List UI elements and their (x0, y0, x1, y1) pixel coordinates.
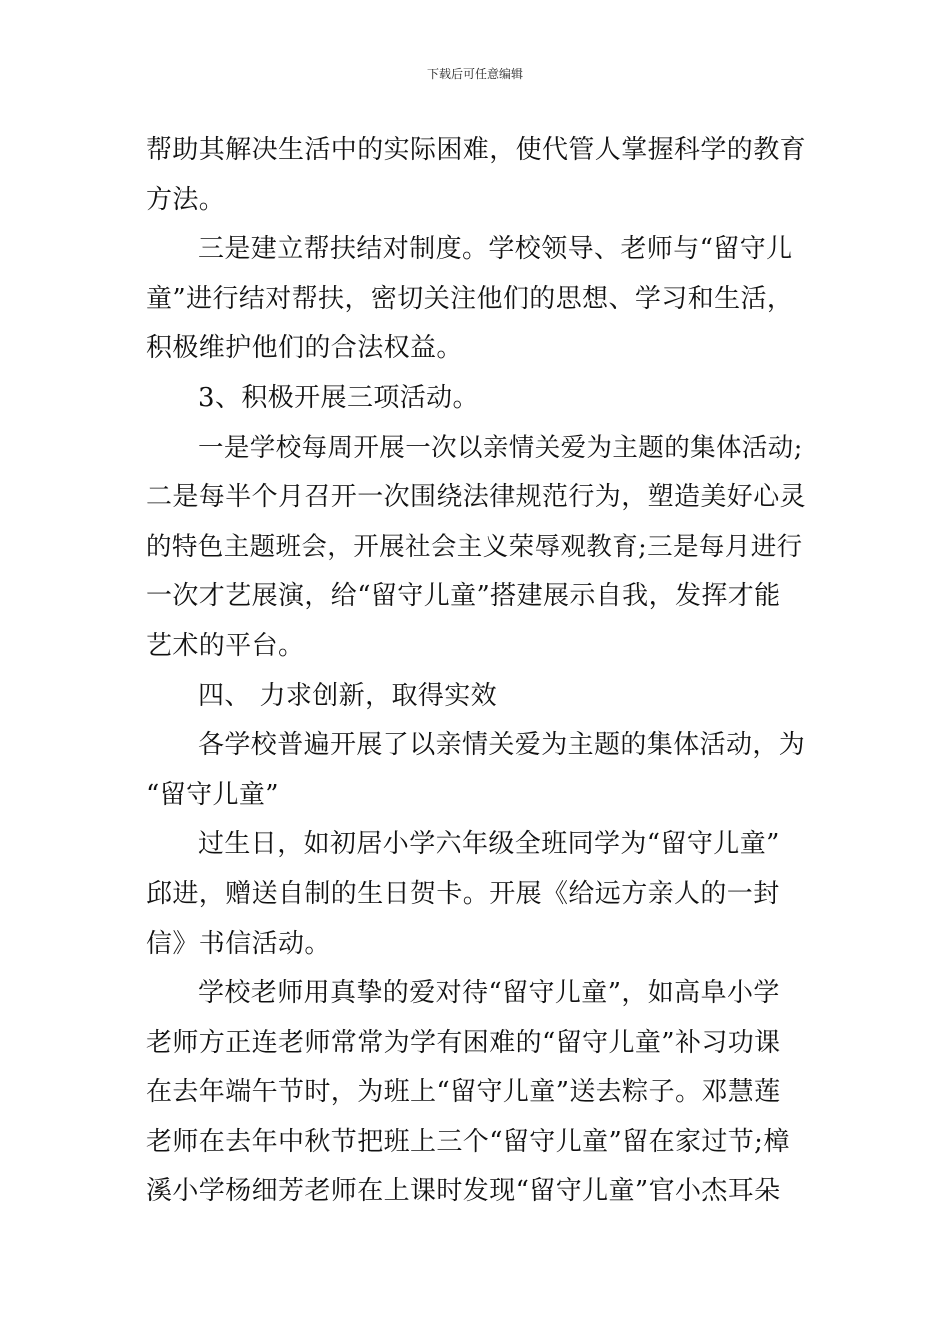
text-line: 四、 力求创新，取得实效 (198, 680, 498, 711)
text-line: 溪小学杨细芳老师在上课时发现“留守儿童”官小杰耳朵 (146, 1176, 781, 1207)
text-line: 艺术的平台。 (146, 630, 305, 661)
text-line: 邱进，赠送自制的生日贺卡。开展《给远方亲人的一封 (146, 878, 780, 909)
text-line: 二是每半个月召开一次围绕法律规范行为，塑造美好心灵 (146, 482, 807, 513)
text-line: 方法。 (146, 184, 226, 215)
text-line: 积极维护他们的合法权益。 (146, 333, 463, 364)
text-line: 各学校普遍开展了以亲情关爱为主题的集体活动，为 (198, 730, 806, 761)
text-line: 老师方正连老师常常为学有困难的“留守儿童”补习功课 (146, 1027, 781, 1058)
page-header-note: 下载后可任意编辑 (426, 67, 523, 81)
text-line: 学校老师用真挚的爱对待“留守儿童”，如高阜小学 (198, 978, 780, 1009)
text-line: 信》书信活动。 (146, 928, 331, 959)
text-line: 帮助其解决生活中的实际困难，使代管人掌握科学的教育 (146, 135, 807, 165)
text-line: 过生日，如初居小学六年级全班同学为“留守儿童” (198, 829, 780, 860)
text-line: 一是学校每周开展一次以亲情关爱为主题的集体活动; (198, 432, 803, 463)
text-line: 三是建立帮扶结对制度。学校领导、老师与“留守儿 (198, 234, 793, 265)
text-line: 的特色主题班会，开展社会主义荣辱观教育;三是每月进行 (146, 531, 803, 562)
text-line: 在去年端午节时，为班上“留守儿童”送去粽子。邓慧莲 (146, 1077, 781, 1108)
text-line: 老师在去年中秋节把班上三个“留守儿童”留在家过节;樟 (146, 1126, 790, 1157)
text-line: 3、积极开展三项活动。 (198, 382, 479, 413)
text-line: 一次才艺展演，给“留守儿童”搭建展示自我，发挥才能 (146, 581, 781, 612)
text-line: “留守儿童” (146, 779, 279, 810)
document-body (146, 126, 810, 1217)
text-line: 童”进行结对帮扶，密切关注他们的思想、学习和生活， (146, 283, 794, 314)
